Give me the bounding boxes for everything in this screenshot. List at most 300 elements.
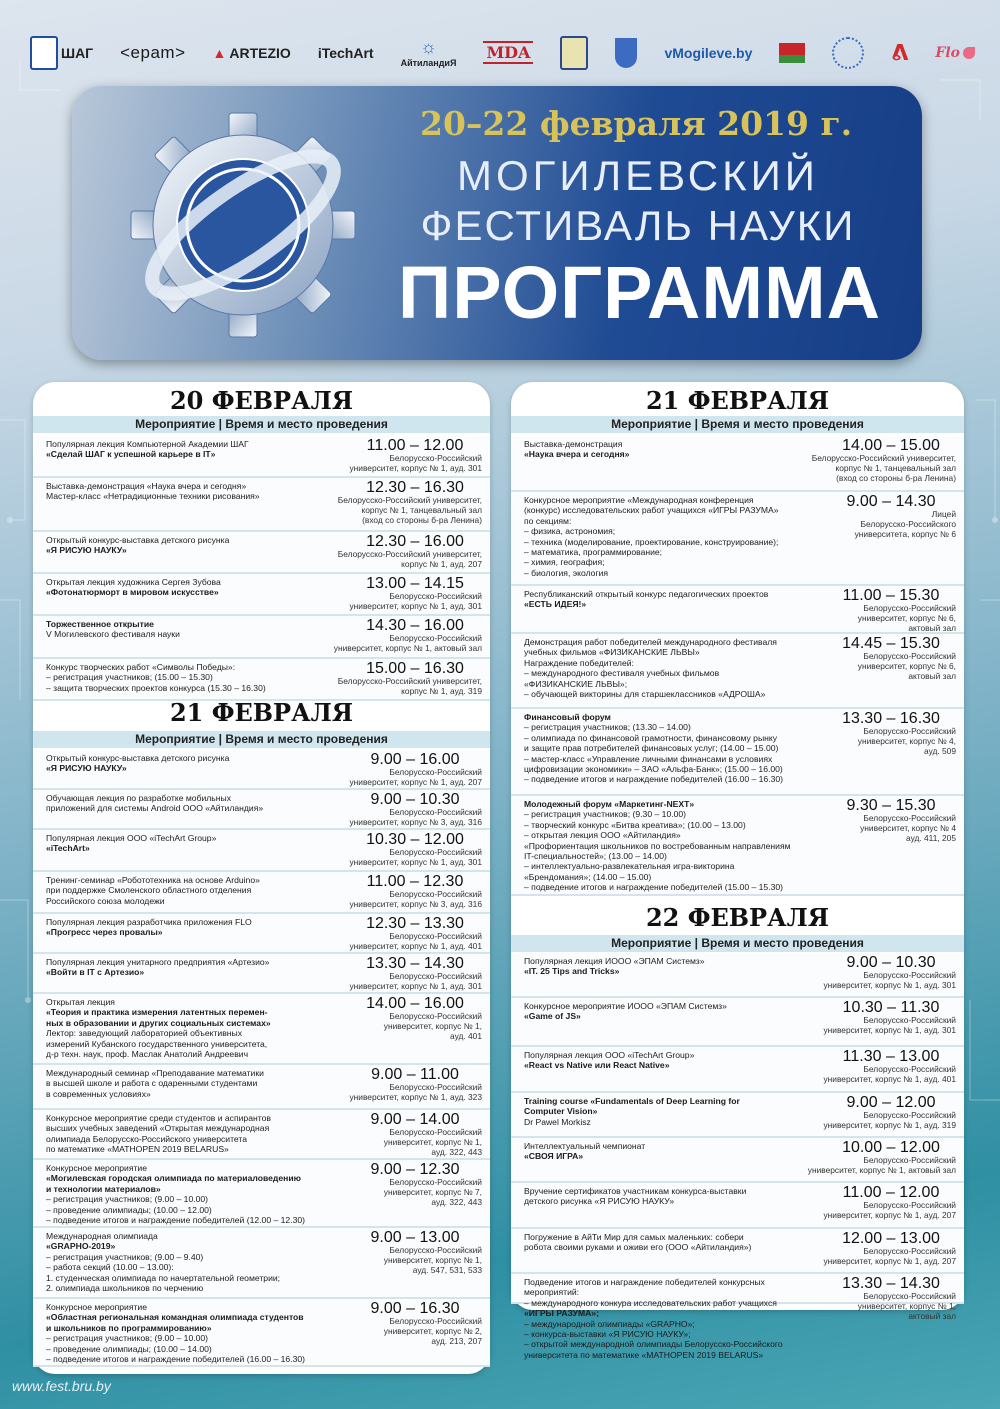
event-line: и защите прав потребителей финансовых услуг; (14.00 – 15.00): [524, 743, 779, 754]
event-venue: [858, 1292, 956, 1321]
venue-line: Белорусско-Российский университет,: [337, 549, 482, 559]
event-description: [524, 1232, 814, 1253]
schedule-row: [33, 436, 490, 478]
event-venue: [384, 1012, 482, 1041]
venue-line: корпус № 1, ауд. 319: [401, 685, 482, 696]
event-description: [524, 1050, 814, 1071]
event-time: 9.00 – 10.30: [846, 954, 936, 971]
venue-line: Белорусско-Российский: [389, 767, 482, 777]
schedule-row: [511, 492, 964, 586]
event-line: IT-специальностей»; (13.00 – 14.00): [524, 851, 667, 862]
event-line: «СВОЯ ИГРА»: [524, 1151, 584, 1162]
event-venue: [349, 1083, 482, 1103]
event-venue: [349, 932, 482, 952]
event-line: детского рисунка «Я РИСУЮ НАУКУ»: [524, 1196, 675, 1207]
vmogileve-logo: vMogileve.by: [664, 44, 753, 61]
event-line: «Фотонатюрморт в мировом искусстве»: [46, 587, 219, 598]
event-description: [524, 495, 814, 578]
event-line: Конкурсное мероприятие: [46, 1302, 148, 1312]
event-line: Популярная лекция ООО «iTechArt Group»: [524, 1050, 695, 1060]
venue-line: Белорусско-Российский университет,: [337, 676, 482, 686]
venue-line: университет, корпус № 6,: [857, 660, 956, 671]
event-line: – регистрация участников; (9.00 – 9.40): [46, 1251, 204, 1262]
event-description: [524, 589, 814, 610]
event-line: – международного конкура исследовательских работ учащихся: [524, 1297, 777, 1308]
venue-line: университет, корпус № 1, ауд. 323: [349, 1091, 482, 1102]
schedule-row: [33, 914, 490, 954]
venue-line: Белорусско-Российский: [389, 591, 482, 601]
event-line: «Брендомания»; (14.00 – 15.00): [524, 871, 652, 882]
schedule-row: [33, 616, 490, 659]
schedule-row: [33, 659, 490, 701]
city-shield-icon: [615, 38, 637, 68]
event-line: Демонстрация работ победителей международного фестиваля: [524, 637, 777, 647]
event-line: цифровизации экономики» – ЗАО «Альфа-Банк»; (15.00 – 16.00): [524, 764, 783, 775]
event-description: [524, 637, 814, 699]
event-venue: [823, 1065, 956, 1085]
schedule-row: [33, 1065, 490, 1110]
event-line: Конкурсное мероприятие ИООО «ЭПАМ Системз»: [524, 1001, 727, 1011]
venue-line: университет, корпус № 1, ауд. 301: [349, 462, 482, 473]
event-line: «ИГРЫ РАЗУМА»;: [524, 1308, 599, 1319]
flo-logo: Flo: [935, 45, 975, 61]
schedule-row: [511, 1138, 964, 1183]
event-description: [524, 712, 814, 785]
event-description: [524, 956, 814, 977]
event-line: робота своими руками и оживи его (ООО «Айтиландия»): [524, 1242, 752, 1253]
event-time: 10.00 – 12.00: [842, 1139, 940, 1156]
event-description: [524, 1186, 814, 1207]
coat-of-arms-icon: [560, 36, 588, 70]
event-line: Тренинг-семинар «Робототехника на основе Arduino»: [46, 875, 260, 885]
venue-line: университет, корпус № 1,: [383, 1136, 482, 1147]
event-venue: [858, 652, 956, 681]
venue-line: Белорусско-Российский: [863, 726, 956, 736]
venue-line: университет, корпус № 3, ауд. 316: [349, 816, 482, 827]
event-line: – мастер-класс «Управление личными финансами в условиях: [524, 753, 773, 764]
schedule-row: [33, 478, 490, 532]
epam-logo: <epam>: [120, 42, 186, 62]
schedule-row: [33, 1160, 490, 1228]
event-line: по секциям:: [524, 515, 572, 526]
venue-line: университет, корпус № 1, ауд. 301: [349, 856, 482, 867]
event-line: – регистрация участников; (9.00 – 10.00): [46, 1194, 209, 1205]
schedule-row: [33, 954, 490, 994]
event-line: университета по математике «MATHOPEN 2019 BELARUS»: [524, 1349, 764, 1360]
event-description: [46, 997, 346, 1059]
event-line: в высшей школе и работа с одаренными студентами: [46, 1078, 258, 1089]
venue-line: Белорусско-Российский: [863, 651, 956, 661]
event-venue: [808, 1156, 956, 1176]
event-line: Обучающая лекция по разработке мобильных: [46, 793, 232, 803]
event-time: 14.30 – 16.00: [366, 617, 464, 634]
event-line: измерений Кубанского государственного университета,: [46, 1038, 268, 1049]
venue-line: Белорусско-Российский: [863, 1246, 956, 1256]
venue-line: Белорусско-Российский: [863, 1291, 956, 1301]
event-description: [524, 439, 814, 460]
column-header: Мероприятие | Время и место проведения: [511, 416, 964, 433]
event-venue: [334, 634, 482, 654]
event-line: 1. студенческая олимпиада по начертательной геометрии;: [46, 1272, 281, 1283]
event-description: [46, 577, 346, 598]
event-line: Финансовый форум: [524, 712, 611, 722]
event-time: 9.00 – 13.00: [370, 1229, 460, 1246]
event-description: [46, 793, 346, 814]
event-line: Международный семинар «Преподавание математики: [46, 1068, 264, 1078]
event-line: «Сделай ШАГ к успешной карьере в IT»: [46, 449, 216, 460]
event-line: Международная олимпиада: [46, 1231, 158, 1241]
venue-line: Белорусско-Российский: [389, 1011, 482, 1021]
schedule-row: [511, 1229, 964, 1274]
event-description: [46, 662, 346, 693]
gear-logo-icon: [118, 100, 368, 350]
event-line: Популярная лекция ООО «iTechArt Group»: [46, 833, 217, 843]
event-line: – международного фестиваля учебных фильмов: [524, 668, 720, 679]
event-time: 12.30 – 16.30: [366, 479, 464, 496]
event-line: «Могилевская городская олимпиада по материаловедению: [46, 1173, 301, 1184]
event-line: Вручение сертификатов участникам конкурса-выставки: [524, 1186, 747, 1196]
venue-line: университет, корпус № 1, ауд. 301: [349, 600, 482, 611]
event-time: 13.30 – 16.30: [842, 710, 940, 727]
event-venue: [338, 496, 482, 525]
venue-line: актовый зал: [908, 622, 956, 633]
venue-line: ауд. 322, 443: [431, 1146, 482, 1157]
event-line: – открытой международной олимпиады Белорусско-Российского: [524, 1339, 783, 1350]
event-time: 12.30 – 13.30: [366, 915, 464, 932]
venue-line: университет, корпус № 3, ауд. 316: [349, 898, 482, 909]
column-header: Мероприятие | Время и место проведения: [511, 935, 964, 952]
event-line: высших учебных заведений «Открытая международная: [46, 1123, 270, 1134]
schedule-row: [33, 1299, 490, 1367]
event-time: 9.00 – 12.00: [846, 1094, 936, 1111]
event-description: [524, 799, 814, 893]
venue-line: Белорусско-Российский: [863, 813, 956, 823]
event-line: «IT. 25 Tips and Tricks»: [524, 966, 620, 977]
event-line: ных в образовании и других социальных системах»: [46, 1017, 271, 1028]
event-time: 10.30 – 11.30: [842, 999, 940, 1016]
venue-line: Белорусско-Российский: [863, 1200, 956, 1210]
round-emblem-icon: [832, 37, 864, 69]
schedule-row: [33, 830, 490, 872]
schedule-row: [33, 872, 490, 914]
venue-line: университет, корпус № 2,: [383, 1325, 482, 1336]
event-line: «Областная региональная командная олимпиада студентов: [46, 1312, 304, 1323]
venue-line: Белорусско-Российский: [863, 603, 956, 613]
venue-line: (вход со стороны б-ра Ленина): [362, 514, 482, 525]
venue-line: Белорусско-Российский: [863, 970, 956, 980]
event-line: «Теория и практика измерения латентных перемен-: [46, 1007, 268, 1018]
venue-line: университет, корпус № 4: [860, 822, 956, 833]
event-time: 15.00 – 16.30: [366, 660, 464, 677]
event-line: «React vs Native или React Native»: [524, 1060, 670, 1071]
event-description: [46, 1302, 346, 1364]
event-time: 10.30 – 12.00: [366, 831, 464, 848]
event-time: 12.30 – 16.00: [366, 533, 464, 550]
event-line: Computer Vision»: [524, 1106, 598, 1117]
schedule-row: [511, 1274, 964, 1360]
event-line: – проведение олимпиады; (10.00 – 14.00): [46, 1343, 212, 1354]
event-line: – интеллектуально-развлекательная игра-викторина: [524, 861, 735, 872]
event-line: Выставка-демонстрация «Наука вчера и сегодня»: [46, 481, 247, 491]
event-venue: [823, 1016, 956, 1036]
event-venue: [349, 808, 482, 828]
banner-title-line2: ФЕСТИВАЛЬ НАУКИ: [420, 202, 856, 249]
event-venue: [349, 768, 482, 788]
event-line: Интеллектуальный чемпионат: [524, 1141, 646, 1151]
event-line: «Я РИСУЮ НАУКУ»: [46, 763, 127, 774]
event-line: по математике «MATHOPEN 2019 BELARUS»: [46, 1144, 229, 1155]
event-line: Республиканский открытый конкурс педагогических проектов: [524, 589, 769, 599]
event-description: [46, 1231, 346, 1293]
festival-dates: 20–22 февраля 2019 г.: [420, 104, 853, 143]
venue-line: университет, корпус № 1, ауд. 301: [349, 980, 482, 991]
event-line: – международной олимпиады «GRAPHO»;: [524, 1318, 695, 1329]
event-line: Выставка-демонстрация: [524, 439, 623, 449]
schedule-panel-right: [511, 382, 964, 1360]
event-line: Торжественное открытие: [46, 619, 154, 629]
venue-line: ауд. 213, 207: [431, 1335, 482, 1346]
event-venue: [823, 1247, 956, 1267]
event-description: [46, 833, 346, 854]
event-line: – проведение олимпиады; (10.00 – 12.00): [46, 1204, 212, 1215]
event-line: – регистрация участников; (13.30 – 14.00): [524, 722, 691, 733]
event-description: [46, 1068, 346, 1099]
event-line: мероприятий:: [524, 1287, 580, 1298]
venue-line: Белорусско-Российский: [389, 889, 482, 899]
venue-line: Белорусско-Российский: [863, 1015, 956, 1025]
venue-line: Белорусско-Российский: [389, 453, 482, 463]
event-line: – открытая лекция ООО «Айтиландия»: [524, 830, 681, 841]
event-line: Популярная лекция унитарного предприятия «Артезио»: [46, 957, 270, 967]
event-venue: [349, 972, 482, 992]
event-line: V Могилевского фестиваля науки: [46, 629, 180, 640]
event-line: приложений для системы Android ООО «Айтиландия»: [46, 803, 264, 814]
schedule-row: [33, 532, 490, 574]
venue-line: университета, корпус № 6: [854, 528, 956, 539]
schedule-row: [511, 436, 964, 492]
website-link[interactable]: www.fest.bru.by: [12, 1378, 111, 1394]
venue-line: корпус № 1, танцевальный зал: [835, 462, 956, 473]
event-line: – регистрация участников; (9.30 – 10.00): [524, 809, 687, 820]
venue-line: корпус № 1, танцевальный зал: [361, 504, 482, 515]
venue-line: университет, корпус № 1, ауд. 401: [349, 940, 482, 951]
event-description: [46, 481, 346, 502]
event-line: Российского союза молодежи: [46, 895, 165, 906]
event-line: и школьников по программированию»: [46, 1322, 212, 1333]
event-venue: [812, 454, 956, 483]
venue-line: университет, корпус № 1,: [857, 1300, 956, 1311]
column-header: Мероприятие | Время и место проведения: [33, 416, 490, 433]
event-line: «GRAPHO-2019»: [46, 1241, 116, 1252]
schedule-row: [511, 634, 964, 709]
event-line: – техника (моделирование, проектирование, конструирование);: [524, 536, 779, 547]
event-line: Открытый конкурс-выставка детского рисунка: [46, 753, 230, 763]
schedule-row: [33, 1110, 490, 1160]
venue-line: Белорусско-Российского: [860, 518, 956, 529]
schedule-row: [33, 790, 490, 830]
venue-line: университет, корпус № 1, ауд. 319: [823, 1119, 956, 1130]
event-venue: [823, 971, 956, 991]
event-line: олимпиада Белорусско-Российского университета: [46, 1133, 248, 1144]
event-venue: [338, 677, 482, 697]
event-time: 14.00 – 15.00: [842, 437, 940, 454]
event-description: [46, 535, 346, 556]
column-header: Мероприятие | Время и место проведения: [33, 731, 490, 748]
venue-line: университет, корпус № 1, ауд. 207: [823, 1209, 956, 1220]
event-line: Награждение победителей:: [524, 657, 634, 668]
schedule-row: [33, 994, 490, 1065]
venue-line: Белорусско-Российский: [389, 807, 482, 817]
event-time: 11.00 – 12.00: [842, 1184, 940, 1201]
schedule-row: [511, 998, 964, 1047]
event-venue: [384, 1317, 482, 1346]
event-line: Конкурсное мероприятие «Международная конференция: [524, 495, 754, 505]
event-time: 9.00 – 12.30: [370, 1161, 460, 1178]
event-time: 13.30 – 14.30: [366, 955, 464, 972]
event-time: 11.30 – 13.00: [842, 1048, 940, 1065]
event-line: «Game of JS»: [524, 1011, 581, 1022]
event-description: [46, 875, 346, 906]
event-line: – защита творческих проектов конкурса (15.30 – 16.30): [46, 682, 266, 693]
event-venue: [858, 727, 956, 756]
day-title: 20 ФЕВРАЛЯ: [169, 386, 354, 415]
venue-line: ауд. 509: [924, 745, 956, 756]
event-line: – обучающей викторины для старшеклассников «АДРОША»: [524, 689, 766, 700]
event-line: Популярная лекция ИООО «ЭПАМ Системз»: [524, 956, 705, 966]
event-line: Конкурсное мероприятие: [46, 1163, 148, 1173]
schedule-row: [33, 1228, 490, 1299]
event-line: «ЕСТЬ ИДЕЯ!»: [524, 599, 587, 610]
shag-icon: [30, 36, 58, 70]
venue-line: Белорусско-Российский университет,: [337, 495, 482, 505]
venue-line: ауд. 401: [450, 1030, 482, 1041]
event-line: – творческий конкурс «Битва креатива»; (10.00 – 13.00): [524, 819, 746, 830]
event-line: Открытая лекция: [46, 997, 115, 1007]
venue-line: ауд. 322, 443: [431, 1196, 482, 1207]
venue-line: университет, корпус № 6,: [857, 612, 956, 623]
event-line: «Войти в IT с Артезио»: [46, 967, 145, 978]
venue-line: университет, корпус № 1, ауд. 401: [823, 1073, 956, 1084]
venue-line: Белорусско-Российский: [389, 1316, 482, 1326]
banner-title-line1: МОГИЛЕВСКИЙ: [457, 152, 819, 199]
event-line: – химия, география;: [524, 557, 605, 568]
aitilandia-logo: ☼ АйтиландиЯ: [400, 37, 457, 68]
venue-line: Белорусско-Российский: [389, 1082, 482, 1092]
artezio-logo: ▲ ARTEZIO: [212, 44, 291, 61]
schedule-panel-left: [33, 382, 490, 1374]
event-time: 9.00 – 14.30: [846, 493, 936, 510]
venue-line: корпус № 1, ауд. 207: [401, 558, 482, 569]
event-line: Открытая лекция художника Сергея Зубова: [46, 577, 221, 587]
event-line: – математика, программирование;: [524, 547, 663, 558]
event-line: – регистрация участников; (9.00 – 10.00): [46, 1333, 209, 1344]
event-description: [46, 1163, 346, 1225]
schedule-row: [511, 796, 964, 896]
event-venue: [384, 1128, 482, 1157]
mda-logo: MDA: [483, 41, 533, 64]
event-line: Лектор: заведующий лабораторией объективных: [46, 1028, 243, 1039]
event-venue: [349, 592, 482, 612]
event-line: при поддержке Смоленского областного отделения: [46, 885, 252, 896]
venue-line: университет, корпус № 1,: [383, 1020, 482, 1031]
event-description: [46, 439, 346, 460]
event-line: Dr Pawel Morkisz: [524, 1116, 591, 1127]
event-line: – олимпиада по финансовой грамотности, финансовому рынку: [524, 732, 778, 743]
schedule-row: [511, 1047, 964, 1093]
event-line: «Прогресс через провалы»: [46, 927, 163, 938]
venue-line: Белорусско-Российский: [863, 1110, 956, 1120]
venue-line: Белорусско-Российский: [389, 971, 482, 981]
event-venue: [823, 1111, 956, 1131]
schedule-row: [511, 1183, 964, 1229]
event-line: – конкурса-выставки «Я РИСУЮ НАУКУ»;: [524, 1329, 691, 1340]
venue-line: ауд. 411, 205: [906, 832, 956, 843]
venue-line: университет, корпус № 1, ауд. 301: [823, 1024, 956, 1035]
event-line: Мастер-класс «Нетрадиционные техники рисования»: [46, 491, 260, 502]
event-line: – регистрация участников; (15.00 – 15.30): [46, 672, 213, 683]
belaya-rus-icon: [779, 43, 805, 63]
event-line: – подведение итогов и награждение победителей (16.00 – 16.30): [524, 774, 784, 785]
event-line: и технологии материалов»: [46, 1183, 161, 1194]
banner-title-program: ПРОГРАММА: [398, 251, 882, 334]
event-description: [46, 619, 346, 640]
event-venue: [349, 848, 482, 868]
event-time: 13.30 – 14.30: [842, 1275, 940, 1292]
event-line: – подведение итогов и награждение победителей (16.00 – 16.30): [46, 1354, 306, 1365]
venue-line: Лицей: [931, 509, 956, 519]
event-line: Погружение в АйТи Мир для самых маленьких: собери: [524, 1232, 744, 1242]
event-description: [524, 1001, 814, 1022]
event-line: Открытый конкурс-выставка детского рисунка: [46, 535, 230, 545]
event-line: – подведение итогов и награждение победителей (15.00 – 15.30): [524, 882, 784, 893]
venue-line: университет, корпус № 4,: [857, 735, 956, 746]
event-time: 9.00 – 10.30: [370, 791, 460, 808]
venue-line: университет, корпус № 1, актовый зал: [807, 1164, 956, 1175]
event-time: 14.00 – 16.00: [366, 995, 464, 1012]
event-venue: [384, 1246, 482, 1275]
venue-line: Белорусско-Российский: [863, 1155, 956, 1165]
venue-line: Белорусско-Российский: [389, 847, 482, 857]
event-venue: [349, 890, 482, 910]
event-line: в современных условиях»: [46, 1088, 151, 1099]
event-time: 9.00 – 14.00: [370, 1111, 460, 1128]
shag-logo: ШАГ: [30, 36, 93, 70]
event-description: [524, 1141, 814, 1162]
event-line: «Профориентация школьников по востребованным направлениям: [524, 840, 791, 851]
venue-line: университет, корпус № 1, ауд. 207: [349, 776, 482, 787]
schedule-row: [511, 709, 964, 796]
event-line: Подведение итогов и награждение победителей конкурсных: [524, 1277, 765, 1287]
venue-line: Белорусско-Российский: [863, 1064, 956, 1074]
schedule-row: [511, 586, 964, 634]
event-line: Конкурсное мероприятие среди студентов и аспирантов: [46, 1113, 271, 1123]
event-venue: [860, 814, 956, 843]
venue-line: Белорусско-Российский: [389, 1127, 482, 1137]
event-time: 9.00 – 16.00: [370, 751, 460, 768]
event-line: «ФИЗИКАНСКИЕ ЛЬВЫ»;: [524, 678, 628, 689]
venue-line: Белорусско-Российский университет,: [811, 453, 956, 463]
event-description: [524, 1277, 814, 1360]
event-time: 11.00 – 12.00: [366, 437, 464, 454]
schedule-row: [33, 750, 490, 790]
event-time: 9.30 – 15.30: [846, 797, 936, 814]
event-time: 13.00 – 14.15: [366, 575, 464, 592]
sponsor-logos: [30, 30, 975, 75]
schedule-row: [33, 574, 490, 616]
event-venue: [338, 550, 482, 570]
venue-line: Белорусско-Российский: [389, 633, 482, 643]
event-line: (конкурс) исследовательских работ учащихся «ИГРЫ РАЗУМА»: [524, 505, 779, 516]
